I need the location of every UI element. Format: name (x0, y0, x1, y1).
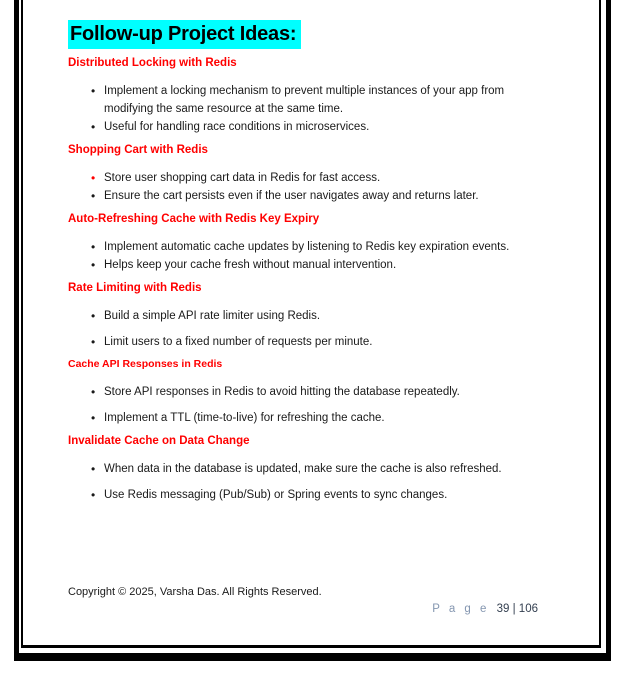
page-number: 39 | 106 (496, 603, 538, 615)
section-cache-api-responses (68, 358, 564, 427)
page-label: P a g e (432, 603, 490, 615)
section-distributed-locking (68, 56, 564, 136)
bullet-list (68, 307, 564, 351)
bullet-list (68, 238, 564, 274)
section-auto-refreshing-cache (68, 212, 564, 274)
bullet-item: • Helps keep your cache fresh without manual intervention. (68, 256, 564, 274)
bullet-item: • Use Redis messaging (Pub/Sub) or Spring events to sync changes. (68, 486, 564, 504)
bullet-item: • When data in the database is updated, make sure the cache is also refreshed. (68, 460, 564, 478)
bullet-item: • Store API responses in Redis to avoid hitting the database repeatedly. (68, 383, 564, 401)
bullet-list (68, 169, 564, 205)
section-heading: Auto-Refreshing Cache with Redis Key Expiry (68, 213, 320, 225)
bullet-list (68, 82, 564, 136)
section-shopping-cart (68, 143, 564, 205)
section-heading: Distributed Locking with Redis (68, 57, 237, 69)
bullet-item: • Implement a locking mechanism to prevent multiple instances of your app from modifying the same resource at the same time. (68, 82, 506, 118)
bullet-item: • Useful for handling race conditions in microservices. (68, 118, 564, 136)
page-number-line (432, 603, 538, 615)
section-heading: Rate Limiting with Redis (68, 282, 202, 294)
bullet-list (68, 460, 564, 504)
bullet-item-red-marker: • Store user shopping cart data in Redis for fast access. (68, 169, 564, 187)
section-rate-limiting (68, 281, 564, 351)
bullet-item: • Implement automatic cache updates by listening to Redis key expiration events. (68, 238, 564, 256)
bullet-item: • Implement a TTL (time-to-live) for refreshing the cache. (68, 409, 564, 427)
page-title: Follow-up Project Ideas: (68, 20, 301, 49)
copyright-text: Copyright © 2025, Varsha Das. All Rights Reserved. (68, 586, 322, 598)
bullet-list (68, 383, 564, 427)
bullet-item: • Build a simple API rate limiter using Redis. (68, 307, 564, 325)
bullet-item: • Ensure the cart persists even if the user navigates away and returns later. (68, 187, 564, 205)
section-heading: Shopping Cart with Redis (68, 144, 208, 156)
section-heading: Invalidate Cache on Data Change (68, 435, 250, 447)
section-heading: Cache API Responses in Redis (68, 358, 223, 370)
page-content (68, 0, 564, 504)
bullet-item: • Limit users to a fixed number of requests per minute. (68, 333, 564, 351)
section-invalidate-cache (68, 434, 564, 504)
